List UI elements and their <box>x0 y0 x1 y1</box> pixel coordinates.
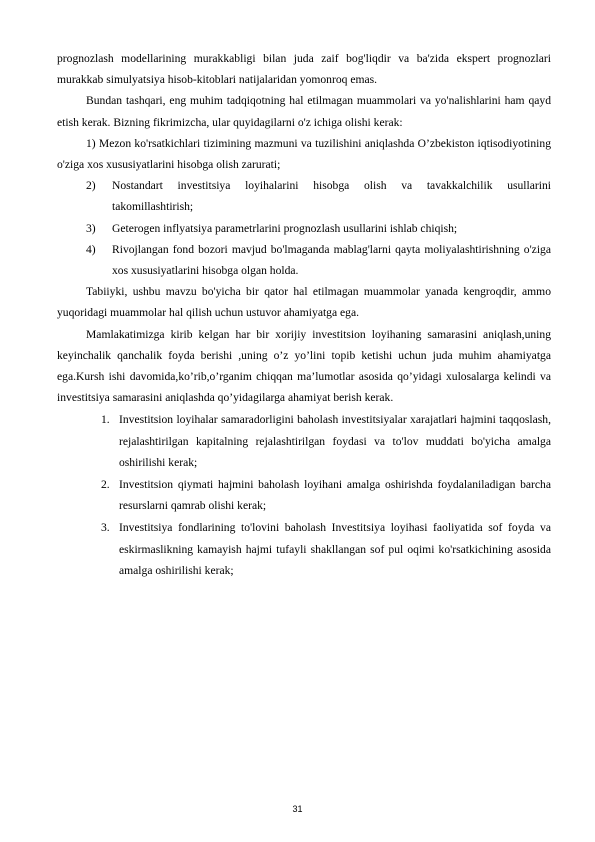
list-item-text: Investitsiya fondlarining to'lovini baholash Investitsiya loyihasi faoliyatida sof foyda va eskirmaslikning kamayish hajmi tufayli shakllangan sof pul oqimi ko'rsatkichining asosida amalga oshirilishi kerak; <box>119 521 551 577</box>
item-number: 2) <box>86 179 96 193</box>
item-number: 3) <box>86 221 96 235</box>
item-text: Geterogen inflyatsiya parametrlarini prognozlash usullarini ishlab chiqish; <box>112 221 458 235</box>
list-item-number: 2. <box>101 478 110 492</box>
paragraph-unsolved-problems: Bundan tashqari, eng muhim tadqiqotning hal etilmagan muammolari va yo'nalishlarini ham qayd etish kerak. Bizning fikrimizcha, ular quyidagilarni o'z ichiga olishi kerak: <box>57 94 551 129</box>
item-text: Nostandart investitsiya loyihalarini hisobga olish va tavakkalchilik usullarini takomillashtirish; <box>112 179 551 214</box>
list-item <box>101 517 551 581</box>
paragraph-item-1: 1) Mezon ko'rsatkichlari tizimining mazmuni va tuzilishini aniqlashda O’zbekiston iqtisodiyotining o'ziga xos xususiyatlarini hisobga olish zarurati; <box>57 136 551 172</box>
page-number: 31 <box>292 804 303 814</box>
paragraph-item-2 <box>86 175 551 217</box>
list-item-number: 3. <box>101 521 110 535</box>
list-item-number: 1. <box>101 413 110 427</box>
list-item-text: Investitsion loyihalar samaradorligini baholash investitsiyalar xarajatlari hajmini taqqoslash, rejalashtirilgan kapitalning rejalashtirilgan foydasi va to'lov muddati bo'yicha amalga oshirilishi kerak; <box>119 413 551 469</box>
list-item-text: Investitsion qiymati hajmini baholash loyihani amalga oshirishda foydalaniladigan barcha resurslarni qamrab olishi kerak; <box>119 478 551 513</box>
item-number: 4) <box>86 242 96 256</box>
list-item <box>101 409 551 473</box>
conclusion-list <box>57 409 551 581</box>
paragraph-item-4 <box>86 239 551 281</box>
item-text: Rivojlangan fond bozori mavjud bo'lmaganda mablag'larni qayta moliyalashtirishning o'ziga xos xususiyatlarini hisobga olgan holda. <box>112 242 551 278</box>
list-item <box>101 474 551 516</box>
paragraph-intro-continuation: prognozlash modellarining murakkabligi bilan juda zaif bog'liqdir va ba'zida ekspert prognozlari murakkab simulyatsiya hisob-kitoblari natijalaridan yomonroq emas. <box>57 52 551 87</box>
paragraph-priority: Tabiiyki, ushbu mavzu bo'yicha bir qator hal etilmagan muammolar yanada kengroqdir, ammo yuqoridagi muammolar hal qilish uchun ustuvor ahamiyatga ega. <box>57 285 551 320</box>
paragraph-item-3 <box>86 218 551 239</box>
document-page <box>57 48 551 581</box>
paragraph-conclusion: Mamlakatimizga kirib kelgan har bir xorijiy investitsion loyihaning samarasini aniqlash,uning keyinchalik qanchalik foyda berishi ,uning o’z yo’lini topib ketishi uchun juda muhim ahamiyatga ega.Kursh ishi davomida,ko’rib,o’rganim chiqqan ma’lumotlar asosida qo’yidagi xulosalarga kelindi va investitsiya samarasini aniqlashda qo’yidagilarga ahamiyat berish kerak. <box>57 327 551 405</box>
